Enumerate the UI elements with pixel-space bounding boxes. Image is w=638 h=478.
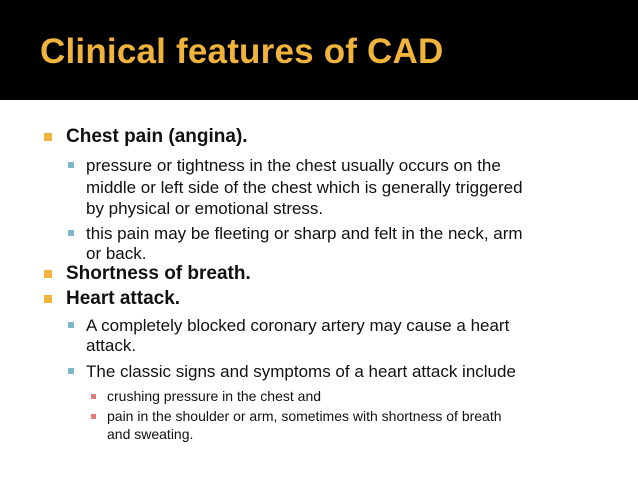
sub-bullet-icon — [68, 230, 74, 236]
bullet-square-icon — [44, 270, 52, 278]
bullet-chest-pain: Chest pain (angina). — [66, 126, 248, 147]
sub-bullet-text: pressure or tightness in the chest usually occurs on the — [86, 156, 501, 175]
sub-sub-bullet-icon — [91, 414, 96, 419]
sub-bullet-icon — [68, 162, 74, 168]
sub-bullet-text: The classic signs and symptoms of a heart attack include — [86, 362, 516, 381]
sub-bullet-icon — [68, 322, 74, 328]
sub-bullet-text: A completely blocked coronary artery may cause a heart — [86, 316, 510, 335]
bullet-heart-attack: Heart attack. — [66, 288, 181, 309]
sub-sub-bullet-text: pain in the shoulder or arm, sometimes with shortness of breath — [107, 408, 502, 424]
sub-sub-bullet-text: and sweating. — [107, 426, 194, 442]
sub-bullet-text: by physical or emotional stress. — [86, 199, 324, 218]
slide-title: Clinical features of CAD — [40, 32, 444, 71]
sub-sub-bullet-icon — [91, 394, 96, 399]
sub-bullet-text: or back. — [86, 244, 147, 263]
sub-bullet-text: attack. — [86, 336, 137, 355]
sub-bullet-icon — [68, 368, 74, 374]
bullet-shortness-of-breath: Shortness of breath. — [66, 263, 251, 284]
bullet-square-icon — [44, 133, 52, 141]
sub-bullet-text: this pain may be fleeting or sharp and felt in the neck, arm — [86, 224, 523, 243]
sub-bullet-text: middle or left side of the chest which is generally triggered — [86, 178, 523, 197]
bullet-square-icon — [44, 295, 52, 303]
sub-sub-bullet-text: crushing pressure in the chest and — [107, 388, 322, 404]
